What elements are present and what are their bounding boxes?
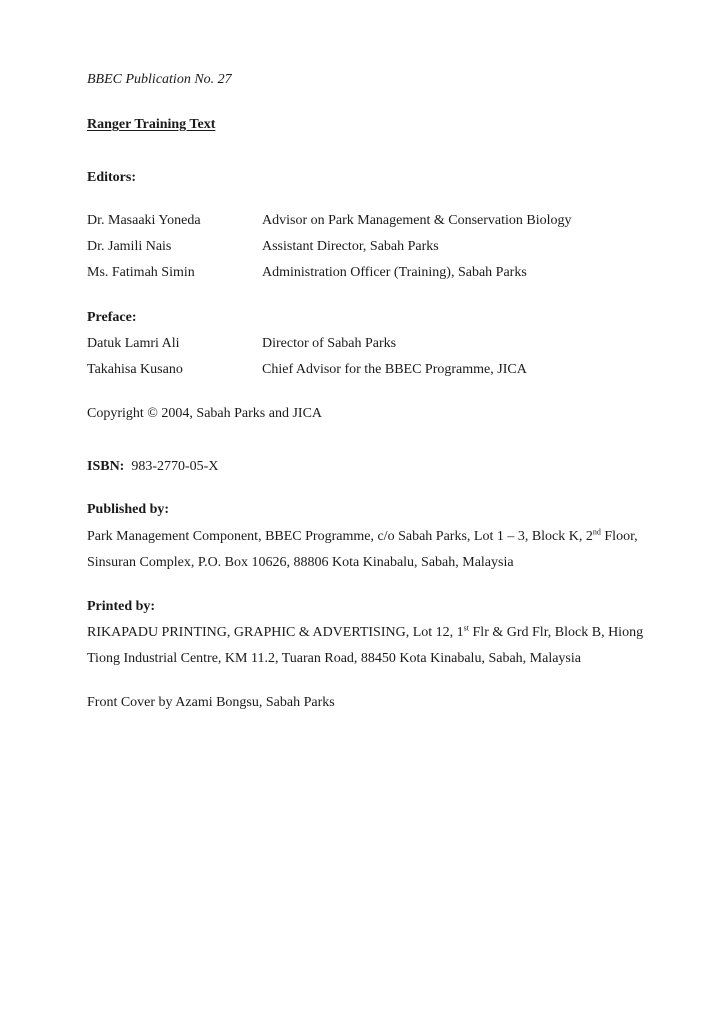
copyright-line: Copyright © 2004, Sabah Parks and JICA bbox=[87, 406, 323, 421]
editor-role: Administration Officer (Training), Sabah Parks bbox=[262, 265, 527, 280]
printed-by-address-line-1 bbox=[87, 625, 643, 641]
published-by-address-line-2: Sinsuran Complex, P.O. Box 10626, 88806 Kota Kinabalu, Sabah, Malaysia bbox=[87, 555, 514, 570]
published-by-heading: Published by: bbox=[87, 502, 170, 517]
editor-name: Dr. Jamili Nais bbox=[87, 239, 172, 254]
published-by-text: Floor, bbox=[600, 529, 638, 544]
isbn-value: 983-2770-05-X bbox=[131, 459, 219, 474]
preface-role: Chief Advisor for the BBEC Programme, JICA bbox=[262, 362, 527, 377]
published-by-text: Park Management Component, BBEC Programme, c/o Sabah Parks, Lot 1 – 3, Block K, 2 bbox=[87, 529, 593, 544]
preface-name: Takahisa Kusano bbox=[87, 362, 183, 377]
isbn-label: ISBN: bbox=[87, 459, 125, 474]
front-cover-credit: Front Cover by Azami Bongsu, Sabah Parks bbox=[87, 695, 335, 710]
editor-name: Dr. Masaaki Yoneda bbox=[87, 213, 201, 228]
preface-heading: Preface: bbox=[87, 310, 137, 325]
printed-by-text: Flr & Grd Flr, Block B, Hiong bbox=[469, 625, 644, 640]
ordinal-suffix: nd bbox=[592, 527, 601, 537]
editors-heading: Editors: bbox=[87, 170, 136, 185]
printed-by-address-line-2: Tiong Industrial Centre, KM 11.2, Tuaran Road, 88450 Kota Kinabalu, Sabah, Malaysia bbox=[87, 651, 581, 666]
editor-role: Advisor on Park Management & Conservation Biology bbox=[262, 213, 572, 228]
isbn-line bbox=[87, 459, 218, 475]
printed-by-heading: Printed by: bbox=[87, 599, 156, 614]
printed-by-text: RIKAPADU PRINTING, GRAPHIC & ADVERTISING, Lot 12, 1 bbox=[87, 625, 464, 640]
editor-name: Ms. Fatimah Simin bbox=[87, 265, 195, 280]
preface-role: Director of Sabah Parks bbox=[262, 336, 397, 351]
ordinal-suffix: st bbox=[463, 623, 470, 633]
publication-number: BBEC Publication No. 27 bbox=[87, 72, 232, 87]
preface-name: Datuk Lamri Ali bbox=[87, 336, 180, 351]
document-title: Ranger Training Text bbox=[87, 117, 216, 132]
published-by-address-line-1 bbox=[87, 529, 638, 545]
editor-role: Assistant Director, Sabah Parks bbox=[262, 239, 439, 254]
